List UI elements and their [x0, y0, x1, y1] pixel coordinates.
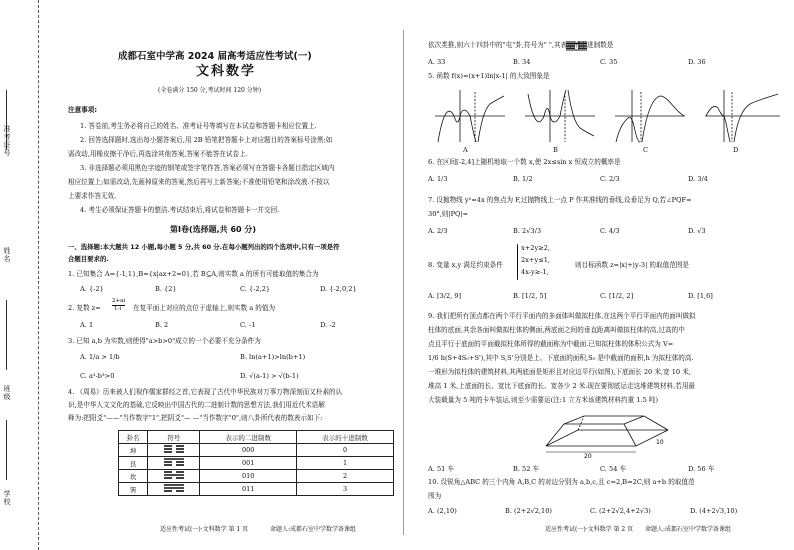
decimal-value: 1 [297, 457, 394, 470]
q8-option-c: C. [1/2, 2] [600, 292, 634, 300]
q3-option-d: D. √(a-1) > √(b-1) [240, 372, 299, 380]
q10-option-b: B. (2+2√2,10) [505, 507, 552, 515]
q4-option-d: D. 36 [688, 58, 706, 66]
note-line: 3. 非选择题必须用黑色字迹的钢笔或签字笔作答,答案必须写在答题卡各题目指定区域内 [80, 164, 335, 172]
table-row [119, 444, 394, 457]
trigram-gen-icon [162, 457, 186, 467]
footer-page-right: 适应性考试(一)·文科数学 第 2 页 [545, 526, 634, 533]
table-header-row [119, 431, 394, 444]
q7-option-a: A. 2/3 [428, 227, 448, 235]
binding-label-exam-id: 准考证号 [3, 125, 11, 157]
section1-heading: 第Ⅰ卷(选择题,共 60 分) [170, 225, 257, 234]
binding-label-name: 姓名 [3, 247, 11, 263]
trigram-symbol-kun [148, 444, 200, 457]
q5-option-a: A [463, 146, 468, 154]
table-header: 符号 [148, 431, 200, 444]
binary-value: 001 [200, 457, 297, 470]
q8-constraint: 2x+y≤1, [521, 256, 550, 264]
q10-option-a: A. (2,10) [428, 507, 457, 515]
note-line: 相应位置上;如需改动,先画掉原来的答案,然后再写上新答案;不准使用铅笔和涂改液.不按以 [68, 178, 330, 186]
q9-line: 9. 我们把所有顶点都在两个平行平面内的多面体叫做拟柱体,在这两个平行平面内的面叫做拟 [428, 312, 696, 320]
q6-option-c: C. 2/3 [600, 175, 620, 183]
q2-option-c: C. -1 [240, 321, 256, 329]
q8-stem-pre: 8. 变量 x,y 满足约束条件 [428, 261, 503, 269]
trigram-name: 坎 [119, 470, 148, 483]
q9-option-a: A. 51 车 [428, 465, 455, 473]
decimal-value: 2 [297, 470, 394, 483]
q9-line: 1/6 h(S+4S₀+S'),其中 S,S'分别是上、下底面的面积,S₀ 是中截面的面积,h 为拟柱体的高. [428, 354, 694, 362]
q9-line: 点且平行于底面的平面截拟柱体所得的截面称为中截面.已知拟柱体的体积公式为 V= [428, 340, 674, 348]
q5-graphs [430, 86, 790, 146]
q8-option-b: B. [1/2, 5] [513, 292, 547, 300]
q8-option-a: A. [3/2, 9] [428, 292, 462, 300]
footer-page-left: 适应性考试(一)·文科数学 第 1 页 [160, 526, 249, 533]
page-divider [403, 30, 404, 535]
note-line: 上要求作答无效. [68, 192, 117, 200]
trigram-kun-icon [162, 444, 186, 454]
footer-note-right: 命题人:成都石室中学数学备课组 [645, 526, 732, 533]
q3-stem: 3. 已知 a,b 为实数,则使得"a>b>0"成立的一个必要不充分条件为 [68, 337, 261, 345]
note-line: 需改动,用橡皮擦干净后,再选涂其他答案,答案不能答在试卷上. [68, 150, 248, 158]
table-header: 卦名 [119, 431, 148, 444]
q9-option-d: D. 56 车 [688, 465, 715, 473]
q8-stem-post: 则目标函数 z=|x|+|y-3| 的取值范围是 [575, 261, 689, 269]
table-row [119, 470, 394, 483]
q2-stem-post: 在复平面上对应的点位于虚轴上,则实数 a 的值为 [133, 304, 276, 312]
q9-label-length: 20 [584, 453, 592, 460]
q4-line: 识,是中华人文文化的基础,它反映出中国古代的二进制计数的思想方法,我们用近代术语解 [68, 401, 325, 409]
q10-stem: 10. 设锐角△ABC 的三个内角 A,B,C 的对边分别为 a,b,c,且 c=2,B=2C,则 a+b 的取值范 [428, 478, 695, 486]
q9-label-width: 10 [656, 439, 664, 446]
q4-line: 释为:把阳爻"——"当作数字"1",把阴爻"— —"当作数字"0",则八卦所代表的数表示如下: [68, 414, 323, 422]
q6-option-d: D. 3/4 [688, 175, 708, 183]
q10-stem: 围为 [428, 492, 442, 500]
q2-option-b: B. 2 [155, 321, 169, 329]
trigram-xun-icon [162, 483, 186, 493]
q2-option-a: A. 1 [80, 321, 94, 329]
q10-option-c: C. (2+2√2,4+2√3) [590, 507, 651, 515]
section1-intro: 一、选择题:本大题共 12 小题,每小题 5 分,共 60 分.在每小题列出的四个选项中,只有一项是符 [68, 243, 340, 251]
q3-option-b: B. ln(a+1)>ln(b+1) [240, 353, 306, 361]
q5-option-d: D [733, 146, 739, 154]
section1-intro: 合题目要求的. [68, 255, 109, 263]
trigram-name: 艮 [119, 457, 148, 470]
q2-fraction-denominator: 1-i [114, 306, 122, 312]
binary-value: 000 [200, 444, 297, 457]
q1-option-a: A. {-2} [80, 285, 104, 293]
q1-option-b: B. {2} [155, 285, 177, 293]
table-row [119, 483, 394, 496]
q5-stem: 5. 函数 f(x)=(x+1)ln|x-1| 的大致图象是 [428, 72, 550, 80]
trigram-symbol-kan [148, 470, 200, 483]
q4-continuation: 依次类推,则六十四卦中的"屯"卦,符号为" ",其表示的十进制数是 [428, 41, 614, 49]
note-line: 2. 回答选择题时,选出每小题答案后,用 2B 铅笔把答题卡上对应题目的答案标号涂黑;如 [80, 136, 333, 144]
q2-option-d: D. -2 [320, 321, 336, 329]
binding-blank-line [6, 420, 7, 480]
q7-stem: 30°,则|PQ|= [428, 210, 469, 218]
trigram-name: 坤 [119, 444, 148, 457]
binding-blank-line [6, 300, 7, 370]
q9-option-c: C. 54 车 [600, 465, 627, 473]
subject-title: 文科数学 [196, 64, 257, 79]
q7-option-b: B. 2√3/3 [513, 227, 542, 235]
binary-value: 011 [200, 483, 297, 496]
q9-line: 柱体的底面,其余各面叫做拟柱体的侧面,两底面之间的垂直距离叫做拟柱体的高,过高的中 [428, 326, 685, 334]
binding-strip [0, 0, 58, 550]
q5-option-b: B [553, 146, 558, 154]
exam-subtitle: (全卷满分 150 分,考试时间 120 分钟) [158, 87, 262, 94]
notes-heading: 注意事项: [68, 106, 98, 114]
note-line: 4. 考生必须保证答题卡的整洁.考试结束后,将试卷和答题卡一并交回. [80, 206, 280, 214]
binding-label-school: 学校 [3, 490, 11, 506]
q4-option-b: B. 34 [513, 58, 531, 66]
q9-option-b: B. 52 车 [513, 465, 540, 473]
q8-brace [517, 244, 519, 280]
trigram-symbol-xun [148, 483, 200, 496]
q3-option-a: A. 1/a > 1/b [80, 353, 120, 361]
q8-option-d: D. [1,6] [688, 292, 713, 300]
q6-option-a: A. 1/3 [428, 175, 448, 183]
decimal-value: 3 [297, 483, 394, 496]
q9-frustum-figure [540, 412, 680, 460]
exam-title: 成都石室中学高 2024 届高考适应性考试(一) [118, 51, 312, 62]
q2-fraction-numerator: 2+ai [112, 298, 126, 304]
q9-line: 大装载量为 5 吨的卡车装运,则至少需要运(注:1 立方米该建筑材料约重 1.5 吨) [428, 396, 659, 404]
binary-value: 010 [200, 470, 297, 483]
q1-stem: 1. 已知集合 A={-1,1},B={x|ax+2=0},若 B⊆A,则实数 a 的所有可能取值的集合为 [68, 270, 319, 278]
table-header: 表示的二进制数 [200, 431, 297, 444]
trigram-kan-icon [162, 470, 186, 480]
zhun-hexagram-icon [565, 41, 589, 51]
trigram-name: 巽 [119, 483, 148, 496]
q7-stem: 7. 设抛物线 y²=4x 的焦点为 F,过抛物线上一点 P 作其准线的垂线,设垂足为 Q,若∠PQF= [428, 196, 692, 204]
q8-constraint: 4x-y≥-1, [521, 268, 549, 276]
q8-constraint: x+2y≥2, [521, 244, 550, 252]
q4-option-a: A. 33 [428, 58, 446, 66]
table-header: 表示的十进制数 [297, 431, 394, 444]
q5-option-c: C [643, 146, 649, 154]
q4-line: 4. 《周易》历来被人们视作儒家群经之首,它表现了古代中华民族对万事万物深刻而又朴素的认 [68, 388, 343, 396]
note-line: 1. 答卷前,考生务必将自己的姓名、准考证号等填写在本试卷和答题卡相应位置上. [80, 122, 317, 130]
q1-option-d: D. {-2,0,2} [320, 285, 357, 293]
footer-note-left: 命题人:成都石室中学数学备课组 [270, 526, 357, 533]
q4-option-c: C. 35 [600, 58, 618, 66]
q9-line: 堆高 1 米,上底面的长、宽比下底面的长、宽各少 2 米.现在要彻底运走这堆建筑材料,若用最 [428, 382, 696, 390]
graph-a-icon [435, 90, 505, 142]
table-row [119, 457, 394, 470]
q7-option-c: C. 4/3 [600, 227, 620, 235]
q2-stem-pre: 2. 复数 z= [68, 304, 101, 312]
q10-option-d: D. (4+2√3,10) [690, 507, 738, 515]
binding-label-class: 班级 [3, 385, 11, 401]
q3-option-c: C. a³-b³>0 [80, 372, 115, 380]
q6-stem: 6. 在区间[-2,4]上随机地取一个数 x,使 2x≤sin x 恒成立的概率是 [428, 158, 621, 166]
q6-option-b: B. 1/2 [513, 175, 533, 183]
q1-option-c: C. {-2,2} [240, 285, 271, 293]
q9-line: 一堆形为拟柱体的建筑材料,其两底面是矩形且对应边平行(如图),下底面长 20 米,宽 10 米, [428, 368, 691, 376]
bagua-table [118, 430, 394, 496]
decimal-value: 0 [297, 444, 394, 457]
binding-cut-line [38, 0, 39, 550]
trigram-symbol-gen [148, 457, 200, 470]
q7-option-d: D. √3 [688, 227, 706, 235]
